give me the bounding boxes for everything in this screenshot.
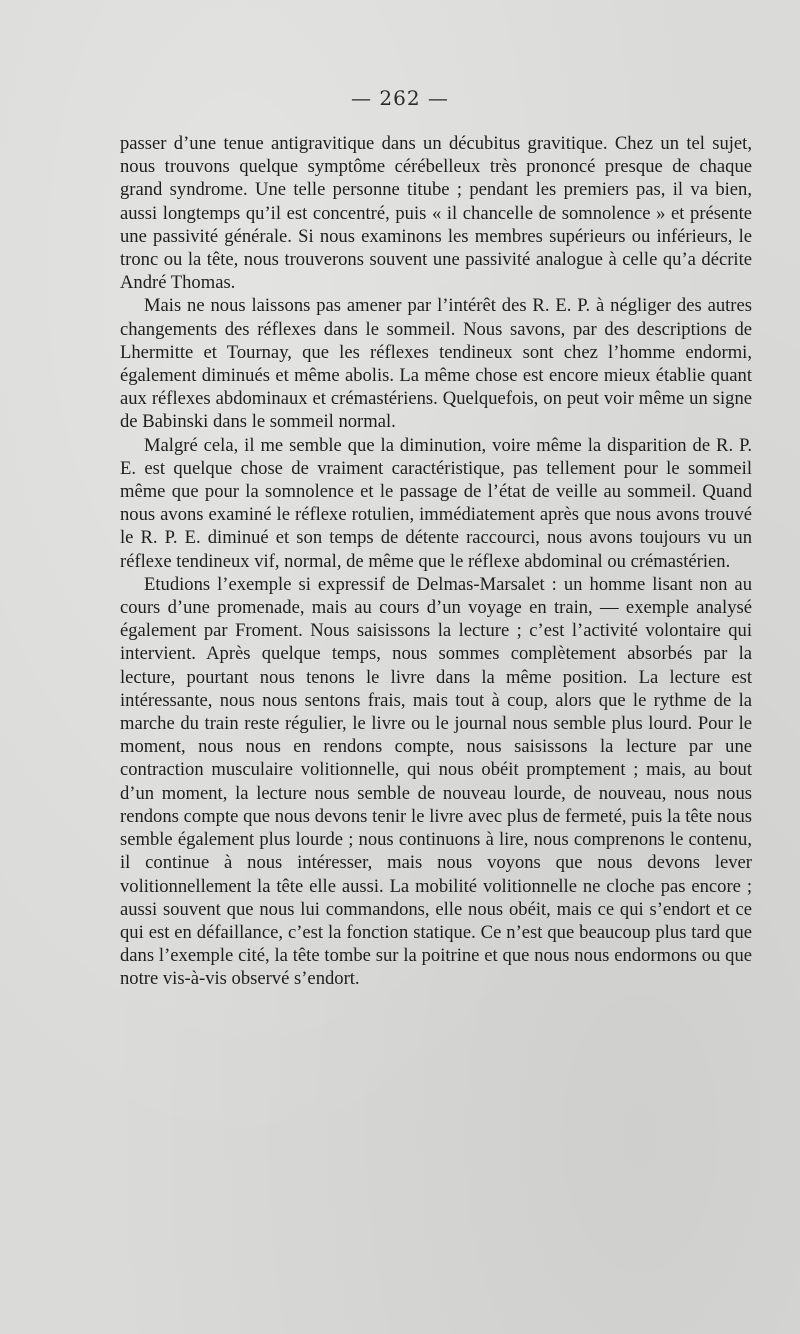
paragraph-1: passer d’une tenue antigravitique dans un décubitus gravitique. Chez un tel sujet, nous trouvons quelque symptôme cérébelleux très prononcé presque de chaque grand syndrome. Une telle personne titube ; pendant les premiers pas, il va bien, aussi longtemps qu’il est concentré, puis « il chancelle de somnolence » et présente une passivité générale. Si nous examinons les membres supérieurs ou inférieurs, le tronc ou la tête, nous trouverons souvent une passivité analogue à celle qu’a décrite André Thomas. — [120, 133, 752, 294]
paragraph-3: Malgré cela, il me semble que la diminution, voire même la disparition de R. P. E. est quelque chose de vraiment caractéristique, pas tellement pour le sommeil même que pour la somnolence et le passage de l’état de veille au sommeil. Quand nous avons examiné le réflexe rotulien, immédiatement après que nous avons trouvé le R. P. E. diminué et son temps de détente raccourci, nous avons toujours vu un réflexe tendineux vif, normal, de même que le réflexe abdominal ou crémastérien. — [120, 434, 752, 572]
paragraph-2: Mais ne nous laissons pas amener par l’intérêt des R. E. P. à négliger des autres changements des réflexes dans le sommeil. Nous savons, par des descriptions de Lhermitte et Tournay, que les réflexes tendineux sont chez l’homme endormi, également diminués et même abolis. La même chose est encore mieux établie quant aux réflexes abdominaux et crémastériens. Quelquefois, on peut voir même un signe de Babinski dans le sommeil normal. — [120, 295, 752, 433]
paragraph-4: Etudions l’exemple si expressif de Delmas-Marsalet : un homme lisant non au cours d’une promenade, mais au cours d’un voyage en train, — exemple analysé également par Froment. Nous saisissons la lecture ; c’est l’activité volontaire qui intervient. Après quelque temps, nous sommes complètement absorbés par la lecture, pourtant nous tenons le livre dans la même position. La lecture est intéressante, nous nous sentons frais, mais tout à coup, alors que le rythme de la marche du train reste régulier, le livre ou le journal nous semble plus lourd. Pour le moment, nous nous en rendons compte, nous saisissons la lecture par une contraction musculaire volitionnelle, qui nous obéit promptement ; mais, au bout d’un moment, la lecture nous semble de nouveau lourde, de nouveau, nous nous rendons compte que nous devons tenir le livre avec plus de fermeté, puis la tête nous semble également plus lourde ; nous continuons à lire, nous comprenons le contenu, il continue à nous intéresser, mais nous voyons que nous devons lever volitionnellement la tête elle aussi. La mobilité volitionnelle ne cloche pas encore ; aussi souvent que nous lui commandons, elle nous obéit, mais ce qui s’endort et ce qui est en défaillance, c’est la fonction statique. Ce n’est que beaucoup plus tard que dans l’exemple cité, la tête tombe sur la poitrine et que nous nous endormons ou que notre vis-à-vis observé s’endort. — [120, 573, 752, 990]
page-number: — 262 — — [351, 86, 449, 110]
body-text — [120, 132, 752, 991]
